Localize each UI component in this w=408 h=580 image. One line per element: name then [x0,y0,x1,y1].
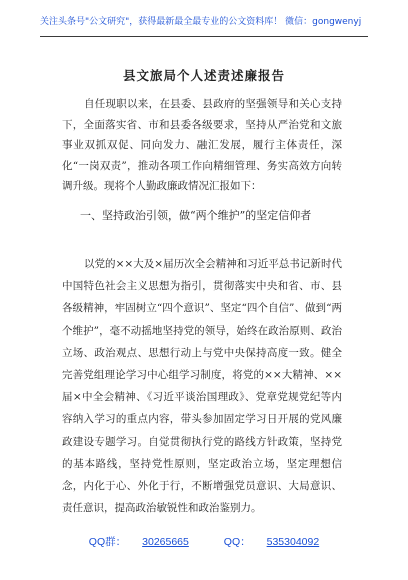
document-title: 县文旅局个人述责述廉报告 [122,68,285,83]
qq-number: 535304092 [266,536,320,548]
qq-group-contact [81,536,197,548]
section-heading: 一、坚持政治引领，做“两个维护”的坚定信仰者 [80,209,312,222]
header-divider [40,36,368,37]
qq-label: QQ： [223,536,251,548]
header-banner: 关注头条号"公文研究"，获得最新最全最专业的公文资料库！ 微信：gongwenyj [40,17,362,27]
footer-contact [0,534,408,549]
qq-group-label: QQ群： [88,536,127,548]
intro-paragraph: 自任现职以来，在县委、县政府的坚强领导和关心支持下，全面落实省、市和县委各级要求，坚持从严治党和文旅事业双抓双促、同向发力、融汇发展，履行主体责任，深化“一岗双责”，推动各项工作向精细管理、务实高效方向转调升级。现将个人勤政廉政情况汇报如下： [62,98,342,192]
qq-group-number: 30265665 [142,536,189,548]
qq-contact [216,536,327,548]
section-body-paragraph: 以党的××大及×届历次全会精神和习近平总书记新时代中国特色社会主义思想为指引，贯彻落实中央和省、市、县各级精神，牢固树立“四个意识”、坚定“四个自信”、做到“两个维护”，毫不动摇地坚持党的领导，始终在政治原则、政治立场、政治观点、思想行动上与党中央保持高度一致。健全完善党组理论学习中心组学习制度，将党的××大精神、××届×中全会精神、《习近平谈治国理政》、党章党规党纪等内容纳入学习的重点内容，带头参加固定学习日开展的党风廉政建设专题学习。自觉贯彻执行党的路线方针政策，坚持党的基本路线，坚持党性原则，坚定政治立场，坚定理想信念，内化于心、外化于行，不断增强党员意识、大局意识、责任意识，提高政治敏锐性和政治鉴别力。 [62,258,342,515]
